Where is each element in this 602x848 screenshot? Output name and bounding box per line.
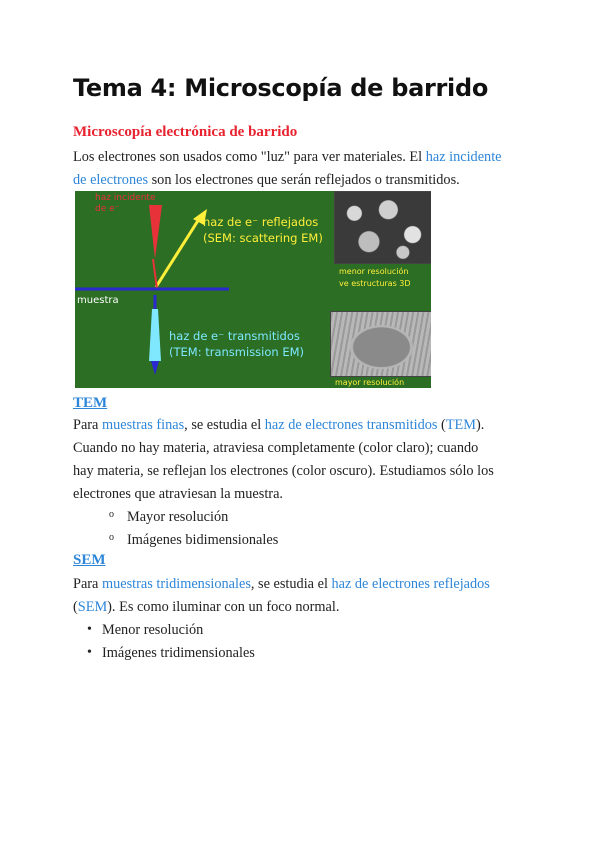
tem-text-4: ). [476, 417, 485, 433]
tem-photo [330, 311, 431, 377]
tem-line-2: Cuando no hay materia, atraviesa completamente (color claro); cuando [73, 440, 479, 456]
electron-beam-diagram [75, 191, 431, 388]
sem-text-2: , se estudia el [250, 576, 332, 592]
incident-beam-label: haz incidente de e⁻ [95, 193, 156, 214]
tem-text-2: , se estudia el [184, 417, 265, 433]
intro-paragraph [73, 146, 502, 192]
sem-text-1: Para [73, 576, 102, 592]
sem-paragraph [73, 573, 490, 619]
incident-beam-tail [153, 259, 157, 289]
tem-abbr-link[interactable]: TEM [445, 417, 477, 433]
sem-caption: menor resolución ve estructuras 3D [339, 267, 411, 288]
tem-text-1: Para [73, 417, 102, 433]
intro-text-1: Los electrones son usados como "luz" para ver materiales. El [73, 149, 426, 165]
tem-paragraph [73, 414, 494, 506]
transmitted-beam-label: haz de e⁻ transmitidos (TEM: transmission EM) [169, 329, 305, 359]
sample-label: muestra [77, 295, 119, 306]
sem-photo [334, 191, 431, 264]
intro-text-2: son los electrones que serán reflejados o transmitidos. [148, 172, 460, 188]
thin-samples-link[interactable]: muestras finas [101, 417, 185, 433]
transmitted-beam-arrow [149, 309, 161, 361]
electrons-link[interactable]: de electrones [73, 172, 149, 188]
sem-text-4: ). Es como iluminar con un foco normal. [107, 599, 340, 615]
page-title: Tema 4: Microscopía de barrido [73, 74, 489, 102]
reflected-beam-line [156, 219, 199, 287]
section-subtitle: Microscopía electrónica de barrido [73, 124, 298, 140]
tem-heading-link[interactable]: TEM [73, 395, 108, 411]
sem-abbr-link[interactable]: SEM [77, 599, 108, 615]
sem-heading-link[interactable]: SEM [73, 552, 106, 568]
list-item: • Menor resolución [87, 619, 255, 642]
tem-bullet-list [109, 506, 278, 552]
tem-line-3: hay materia, se reflejan los electrones (color oscuro). Estudiamos sólo los [73, 463, 494, 479]
incident-beam-link[interactable]: haz incidente [425, 149, 502, 165]
tem-text-3: ( [437, 417, 446, 433]
reflected-electrons-link[interactable]: haz de electrones reflejados [331, 576, 490, 592]
transmitted-electrons-link[interactable]: haz de electrones transmitidos [264, 417, 438, 433]
sem-bullet-list [87, 619, 255, 665]
sem-text-3: ( [73, 599, 78, 615]
three-d-samples-link[interactable]: muestras tridimensionales [101, 576, 251, 592]
reflected-beam-label: haz de e⁻ reflejados (SEM: scattering EM) [203, 215, 323, 245]
list-item: o Imágenes bidimensionales [109, 529, 278, 552]
tem-caption: mayor resolución [335, 378, 405, 387]
tem-line-4: electrones que atraviesan la muestra. [73, 486, 283, 502]
list-item: • Imágenes tridimensionales [87, 642, 255, 665]
list-item: o Mayor resolución [109, 506, 278, 529]
transmitted-beam-tip [151, 361, 159, 375]
